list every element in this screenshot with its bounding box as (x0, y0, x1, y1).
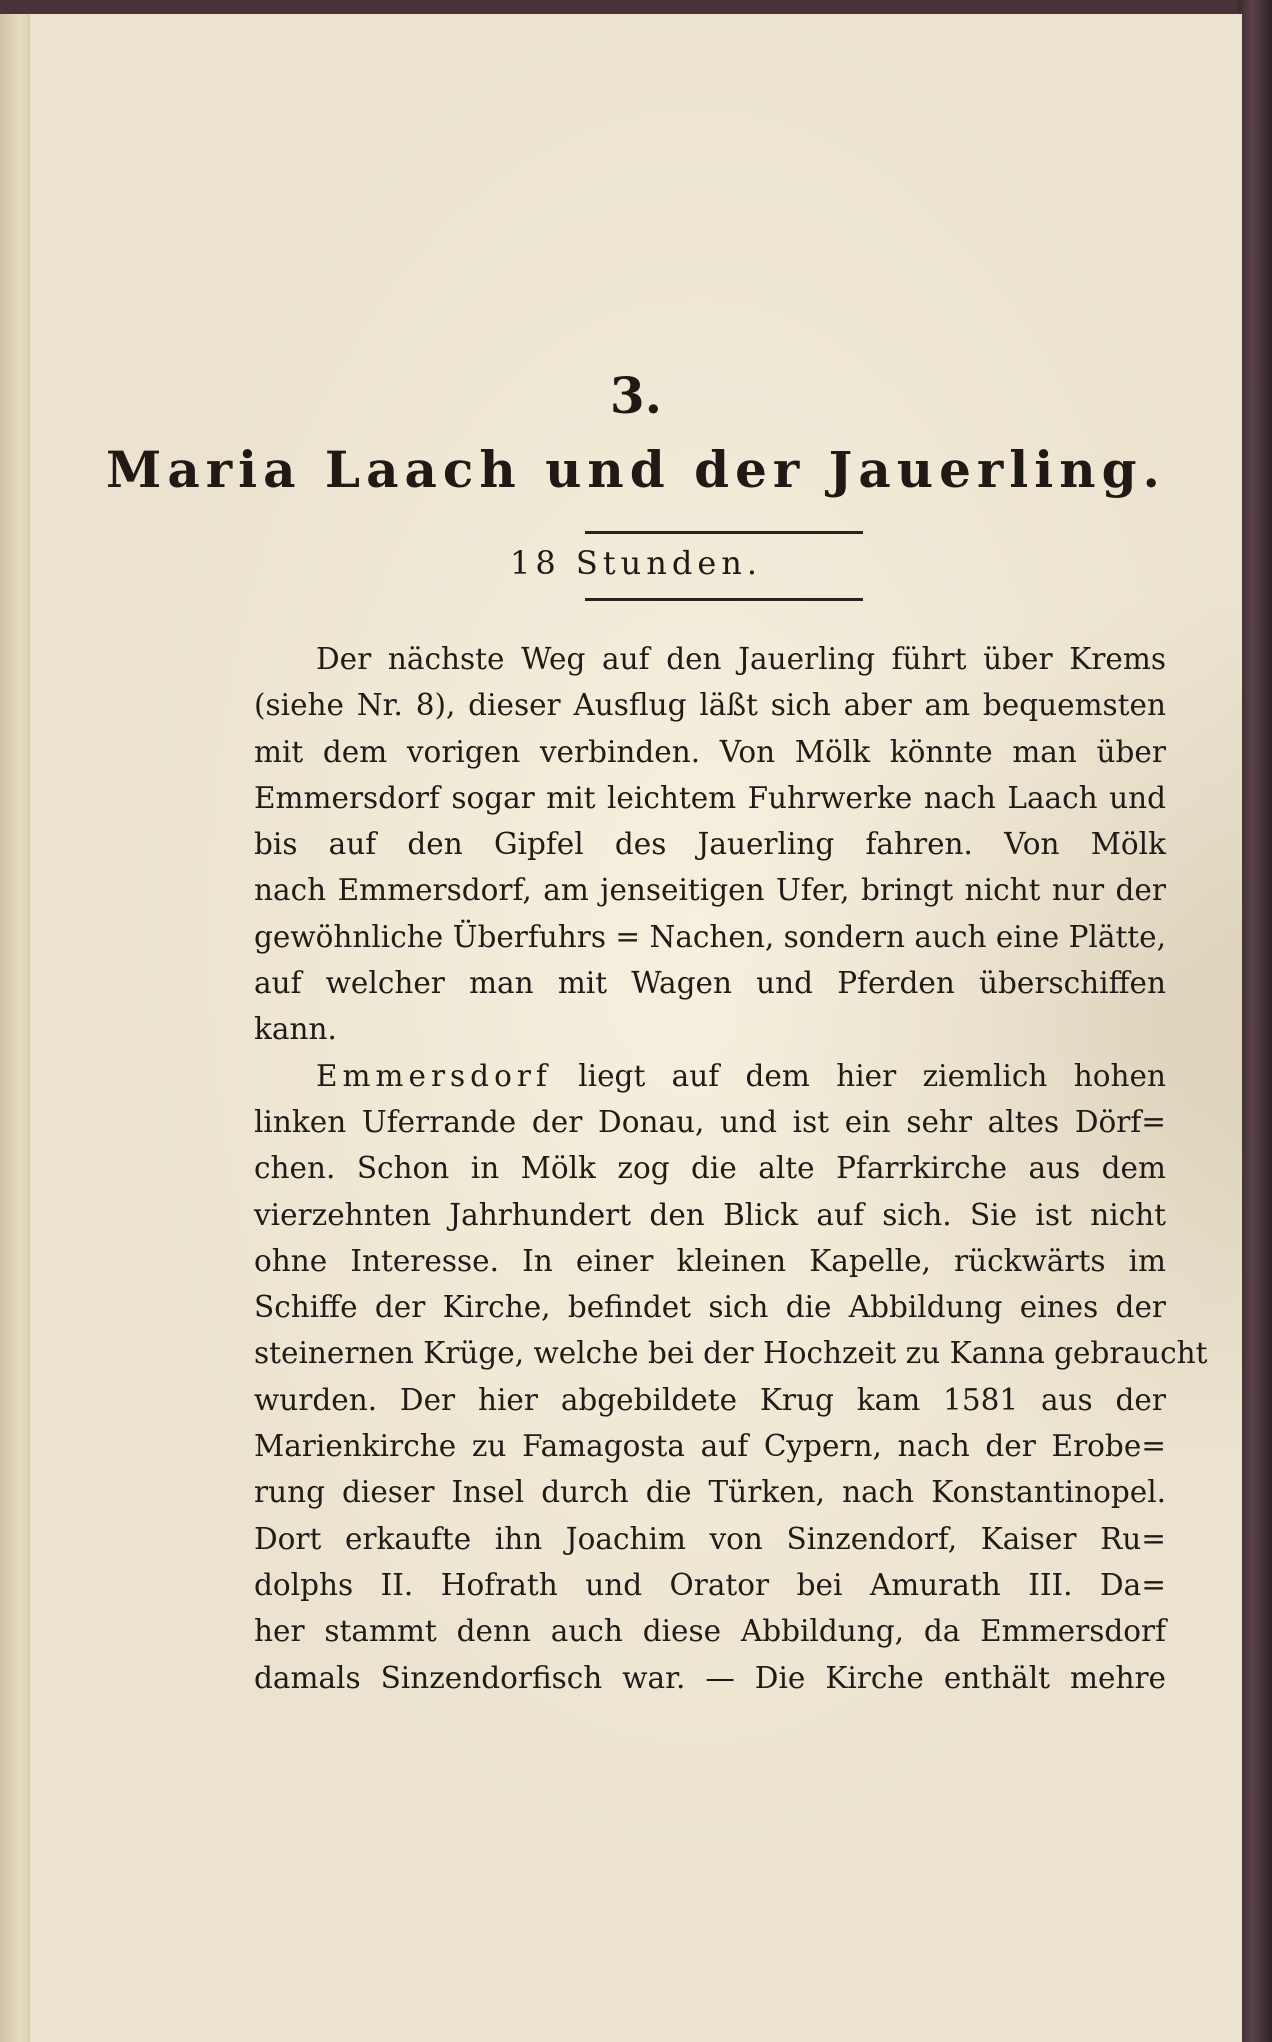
text-line (254, 1053, 1166, 1099)
book-cover-edge-top (0, 0, 1272, 14)
text-line: Marienkirche zu Famagosta auf Cypern, nach der Erobe= (254, 1429, 1166, 1464)
chapter-number: 3. (609, 366, 663, 425)
emphasized-place-name: Emmersdorf (316, 1058, 552, 1093)
paragraph-1 (254, 636, 1166, 1053)
paragraph-2 (254, 1053, 1208, 1701)
text-line: linken Uferrande der Donau, und ist ein sehr altes Dörf= (254, 1104, 1166, 1139)
body-text (254, 636, 1208, 1701)
text-line: nach Emmersdorf, am jenseitigen Ufer, bringt nicht nur der (254, 873, 1166, 908)
text-line: vierzehnten Jahrhundert den Blick auf sich. Sie ist nicht (254, 1197, 1166, 1232)
divider-rule-top (585, 531, 863, 534)
text-line: rung dieser Insel durch die Türken, nach Konstantinopel. (254, 1475, 1166, 1510)
book-page (28, 14, 1242, 2042)
text-line: Emmersdorf sogar mit leichtem Fuhrwerke nach Laach und (254, 780, 1166, 815)
text-line: chen. Schon in Mölk zog die alte Pfarrkirche aus dem (254, 1151, 1166, 1186)
text-line: dolphs II. Hofrath und Orator bei Amurath III. Da= (254, 1567, 1166, 1602)
text-line: her stammt denn auch diese Abbildung, da Emmersdorf (254, 1614, 1166, 1649)
text-fragment: liegt auf dem hier ziemlich hohen (578, 1058, 1166, 1093)
divider-rule-bottom (585, 598, 863, 601)
text-line: auf welcher man mit Wagen und Pferden überschiffen (254, 966, 1166, 1001)
text-line: Schiffe der Kirche, befindet sich die Abbildung eines der (254, 1290, 1166, 1325)
text-line: mit dem vorigen verbinden. Von Mölk könnte man über (254, 734, 1166, 769)
duration-label: 18 Stunden. (509, 544, 763, 582)
chapter-title: Maria Laach und der Jauerling. (106, 440, 1166, 499)
text-line: bis auf den Gipfel des Jauerling fahren. Von Mölk (254, 827, 1166, 862)
text-line: Der nächste Weg auf den Jauerling führt über Krems (316, 642, 1166, 676)
text-line: wurden. Der hier abgebildete Krug kam 1581 aus der (254, 1382, 1166, 1417)
book-cover-edge-right (1238, 0, 1272, 2042)
text-line: steinernen Krüge, welche bei der Hochzeit zu Kanna gebraucht (254, 1336, 1208, 1371)
text-line: (siehe Nr. 8), dieser Ausflug läßt sich aber am bequemsten (254, 688, 1166, 723)
text-line: Dort erkaufte ihn Joachim von Sinzendorf, Kaiser Ru= (254, 1521, 1166, 1556)
text-line: kann. (254, 1012, 337, 1047)
text-line: damals Sinzendorfisch war. — Die Kirche enthält mehre (254, 1660, 1166, 1695)
text-line: gewöhnliche Überfuhrs = Nachen, sondern auch eine Plätte, (254, 919, 1166, 954)
text-line: ohne Interesse. In einer kleinen Kapelle, rückwärts im (254, 1243, 1166, 1278)
